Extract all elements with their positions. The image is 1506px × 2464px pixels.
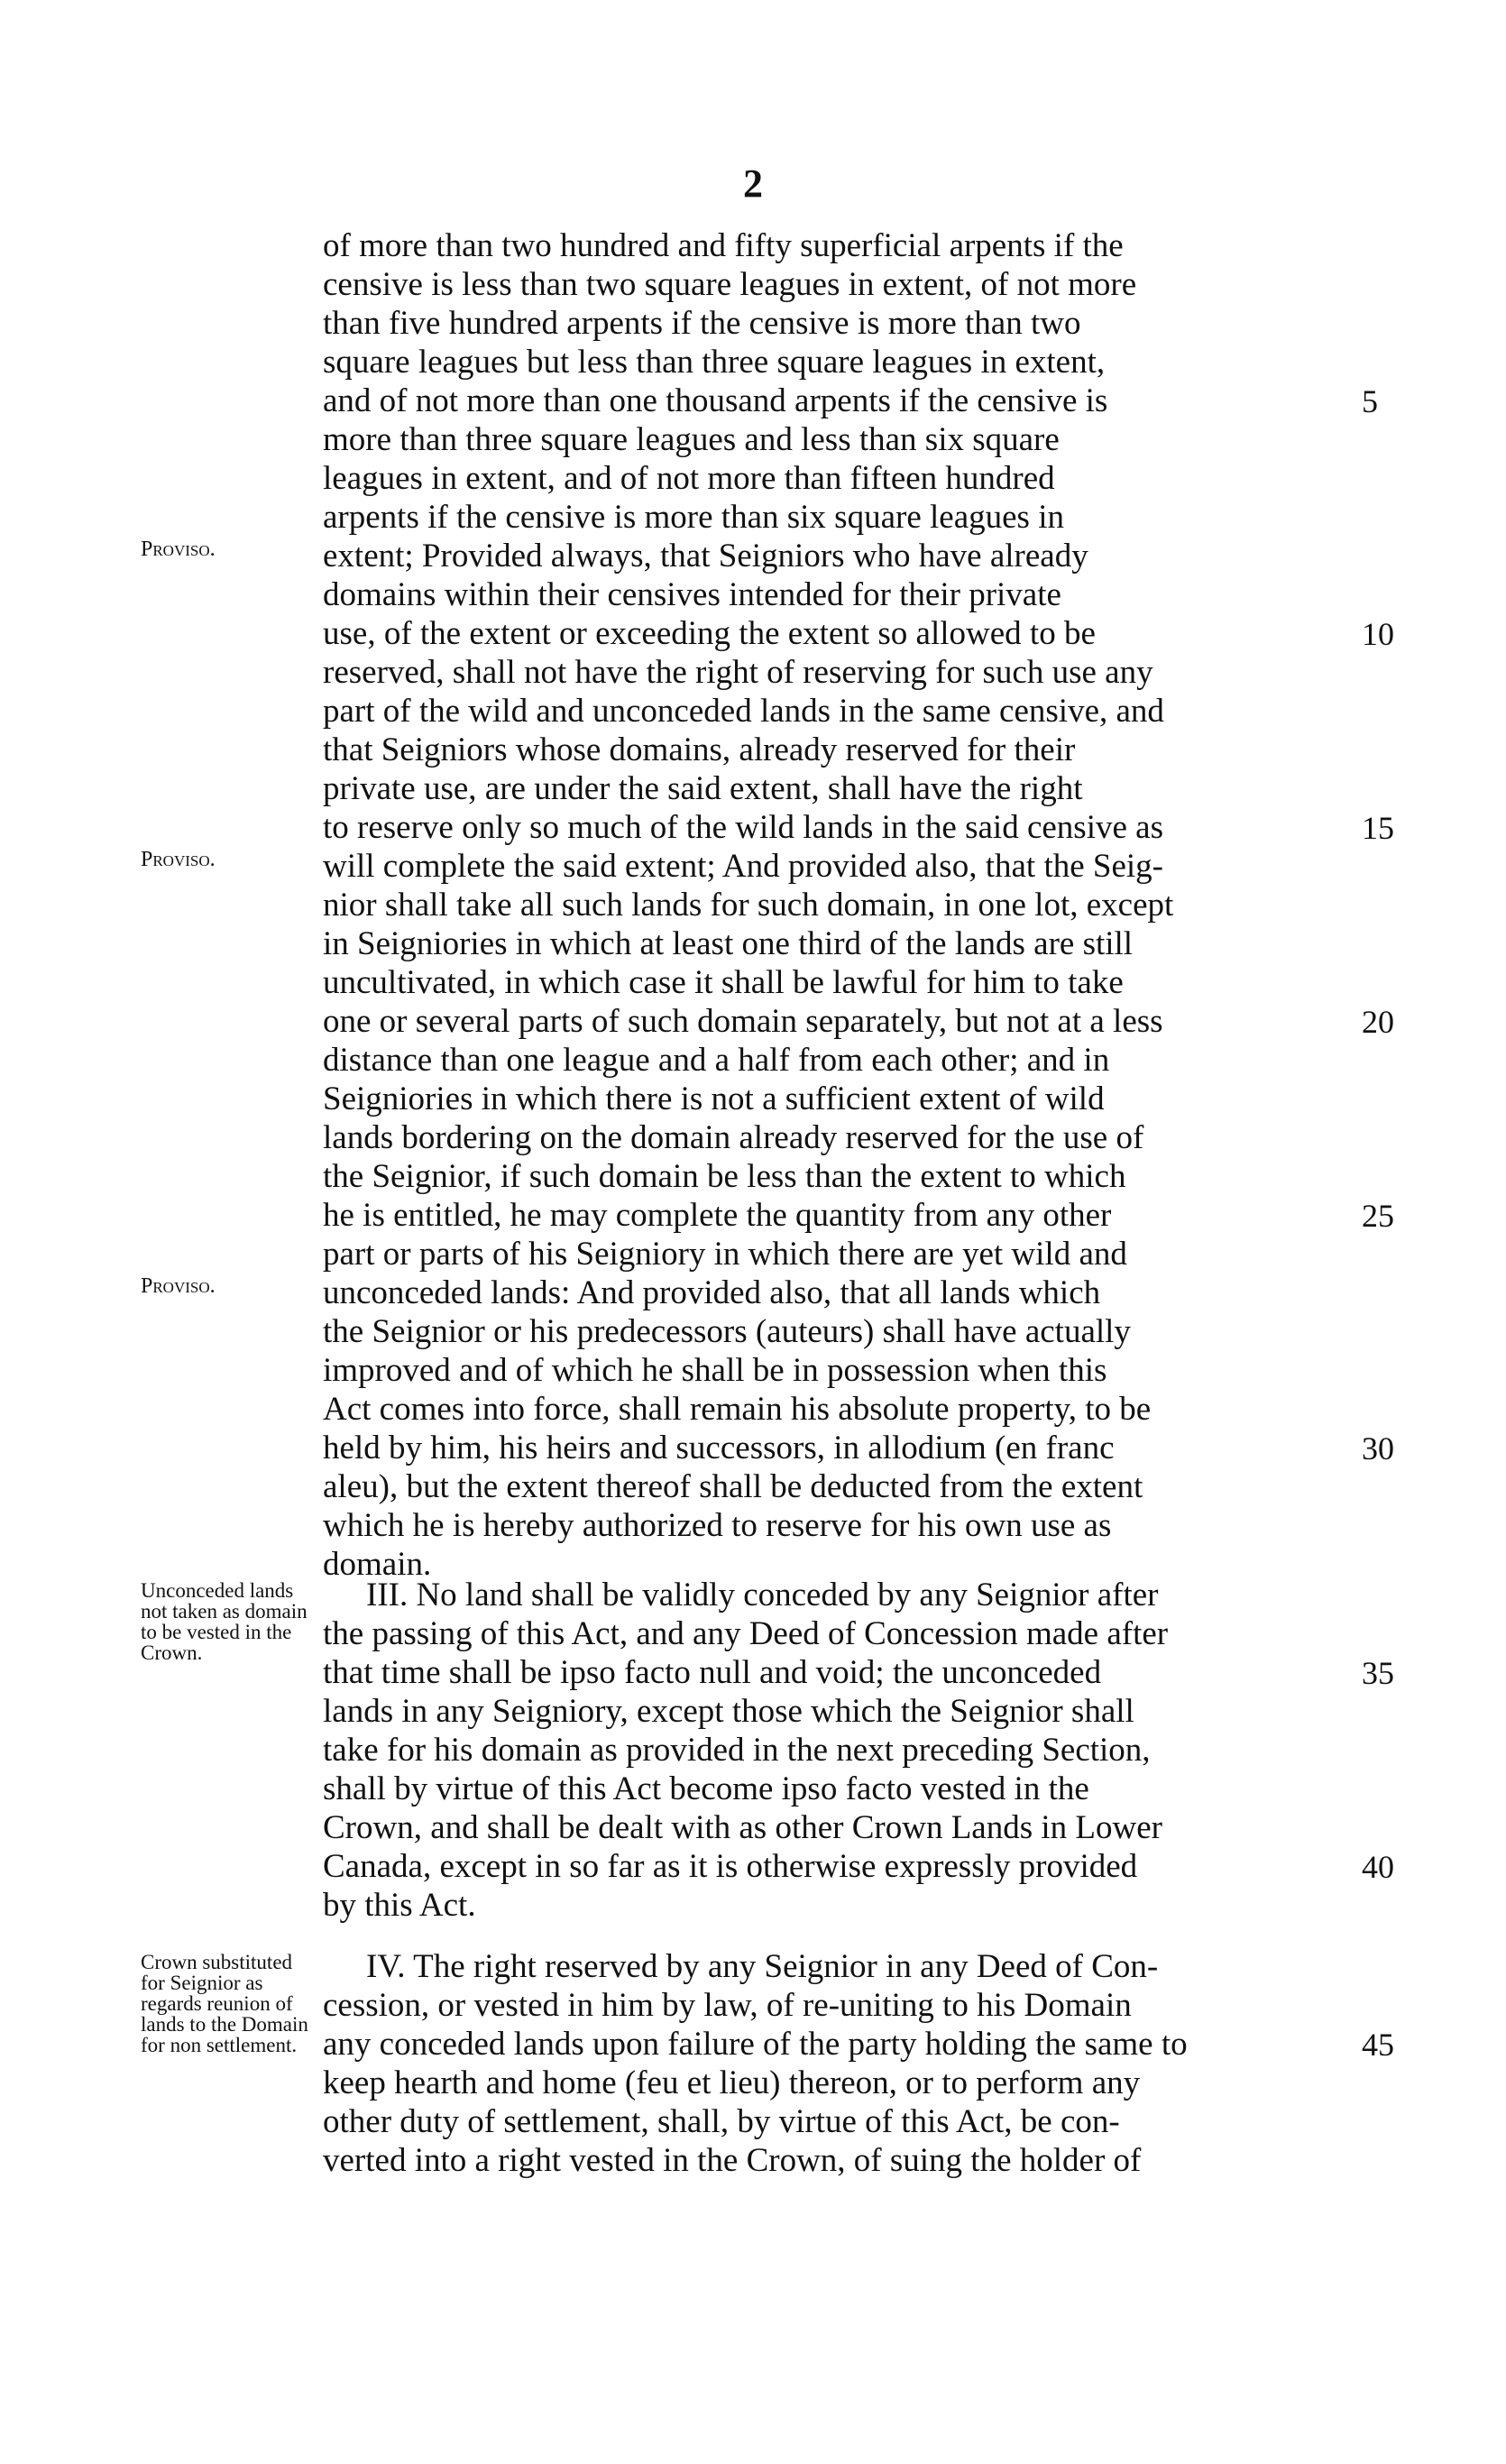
- text-line: will complete the said extent; And provided also, that the Seig-: [323, 848, 1163, 885]
- text-line: part or parts of his Seigniory in which there are yet wild and: [323, 1236, 1127, 1273]
- text-line: domains within their censives intended for their private: [323, 576, 1061, 613]
- text-line: other duty of settlement, shall, by virtue of this Act, be con-: [323, 2103, 1120, 2140]
- text-line: aleu), but the extent thereof shall be deducted from the extent: [323, 1468, 1143, 1505]
- text-line: by this Act.: [323, 1887, 476, 1924]
- line-number: 10: [1362, 616, 1394, 652]
- text-line: use, of the extent or exceeding the extent so allowed to be: [323, 615, 1096, 652]
- line-number: 35: [1362, 1655, 1394, 1691]
- text-line: more than three square leagues and less than six square: [323, 421, 1060, 458]
- text-line: part of the wild and unconceded lands in the same censive, and: [323, 693, 1164, 730]
- text-line: that Seigniors whose domains, already reserved for their: [323, 731, 1076, 768]
- text-line: held by him, his heirs and successors, in allodium (en franc: [323, 1430, 1115, 1466]
- text-line: that time shall be ipso facto null and void; the unconceded: [323, 1654, 1102, 1691]
- line-number: 5: [1362, 383, 1378, 419]
- text-line: censive is less than two square leagues in extent, of not more: [323, 266, 1137, 303]
- text-line: extent; Provided always, that Seigniors who have already: [323, 538, 1088, 575]
- page-number: 2: [743, 161, 763, 206]
- text-line: uncultivated, in which case it shall be lawful for him to take: [323, 964, 1124, 1001]
- text-line: domain.: [323, 1546, 432, 1583]
- line-number: 30: [1362, 1430, 1394, 1466]
- text-line: reserved, shall not have the right of reserving for such use any: [323, 654, 1153, 691]
- text-line: Seigniories in which there is not a sufficient extent of wild: [323, 1080, 1105, 1117]
- text-line: the passing of this Act, and any Deed of Concession made after: [323, 1615, 1169, 1652]
- text-line: than five hundred arpents if the censive is more than two: [323, 305, 1081, 342]
- line-number: 45: [1362, 2027, 1394, 2063]
- margin-note-crown: Crown substituted for Seignior as regards reunion of lands to the Domain for non settlement.: [141, 1951, 308, 2056]
- text-line: arpents if the censive is more than six square leagues in: [323, 499, 1064, 536]
- text-line: lands in any Seigniory, except those which the Seignior shall: [323, 1693, 1134, 1730]
- text-line: cession, or vested in him by law, of re-uniting to his Domain: [323, 1987, 1132, 2024]
- line-number: 15: [1362, 810, 1394, 846]
- text-line: the Seignior or his predecessors (auteurs) shall have actually: [323, 1313, 1131, 1350]
- text-line: lands bordering on the domain already reserved for the use of: [323, 1119, 1144, 1156]
- text-line: keep hearth and home (feu et lieu) thereon, or to perform any: [323, 2064, 1141, 2101]
- text-line: of more than two hundred and fifty superficial arpents if the: [323, 227, 1124, 264]
- text-line: improved and of which he shall be in possession when this: [323, 1352, 1107, 1389]
- text-line: to reserve only so much of the wild lands in the said censive as: [323, 809, 1163, 846]
- text-line: and of not more than one thousand arpents if the censive is: [323, 382, 1108, 419]
- text-line: he is entitled, he may complete the quantity from any other: [323, 1197, 1112, 1234]
- margin-proviso: Proviso.: [141, 848, 216, 871]
- margin-note-unconceded: Unconceded lands not taken as domain to be vested in the Crown.: [141, 1579, 308, 1664]
- text-line: Crown, and shall be dealt with as other Crown Lands in Lower: [323, 1809, 1162, 1846]
- text-line: verted into a right vested in the Crown, of suing the holder of: [323, 2142, 1142, 2179]
- text-line: Act comes into force, shall remain his absolute property, to be: [323, 1391, 1152, 1428]
- text-line: square leagues but less than three square leagues in extent,: [323, 344, 1106, 381]
- text-line: which he is hereby authorized to reserve for his own use as: [323, 1507, 1112, 1544]
- text-line: unconceded lands: And provided also, that all lands which: [323, 1274, 1101, 1311]
- section-3-text: [323, 1577, 1360, 1926]
- text-line: one or several parts of such domain separately, but not at a less: [323, 1003, 1163, 1040]
- text-line: any conceded lands upon failure of the party holding the same to: [323, 2026, 1188, 2063]
- text-line: III. No land shall be validly conceded by any Seignior after: [366, 1577, 1159, 1614]
- text-line: the Seignior, if such domain be less than the extent to which: [323, 1158, 1126, 1195]
- text-line: in Seigniories in which at least one third of the lands are still: [323, 925, 1134, 962]
- text-line: Canada, except in so far as it is otherwise expressly provided: [323, 1848, 1138, 1885]
- text-line: shall by virtue of this Act become ipso facto vested in the: [323, 1770, 1089, 1807]
- text-line: leagues in extent, and of not more than fifteen hundred: [323, 460, 1055, 497]
- section-2-text: [323, 227, 1360, 1585]
- text-line: take for his domain as provided in the next preceding Section,: [323, 1732, 1151, 1769]
- text-line: distance than one league and a half from each other; and in: [323, 1042, 1110, 1079]
- text-line: private use, are under the said extent, shall have the right: [323, 770, 1083, 807]
- line-number: 40: [1362, 1849, 1394, 1885]
- line-number: 25: [1362, 1198, 1394, 1234]
- text-line: IV. The right reserved by any Seignior in any Deed of Con-: [366, 1948, 1159, 1985]
- line-number: 20: [1362, 1004, 1394, 1040]
- text-line: nior shall take all such lands for such domain, in one lot, except: [323, 887, 1174, 924]
- section-4-text: [323, 1948, 1360, 2181]
- margin-proviso: Proviso.: [141, 1274, 216, 1298]
- margin-proviso: Proviso.: [141, 538, 216, 561]
